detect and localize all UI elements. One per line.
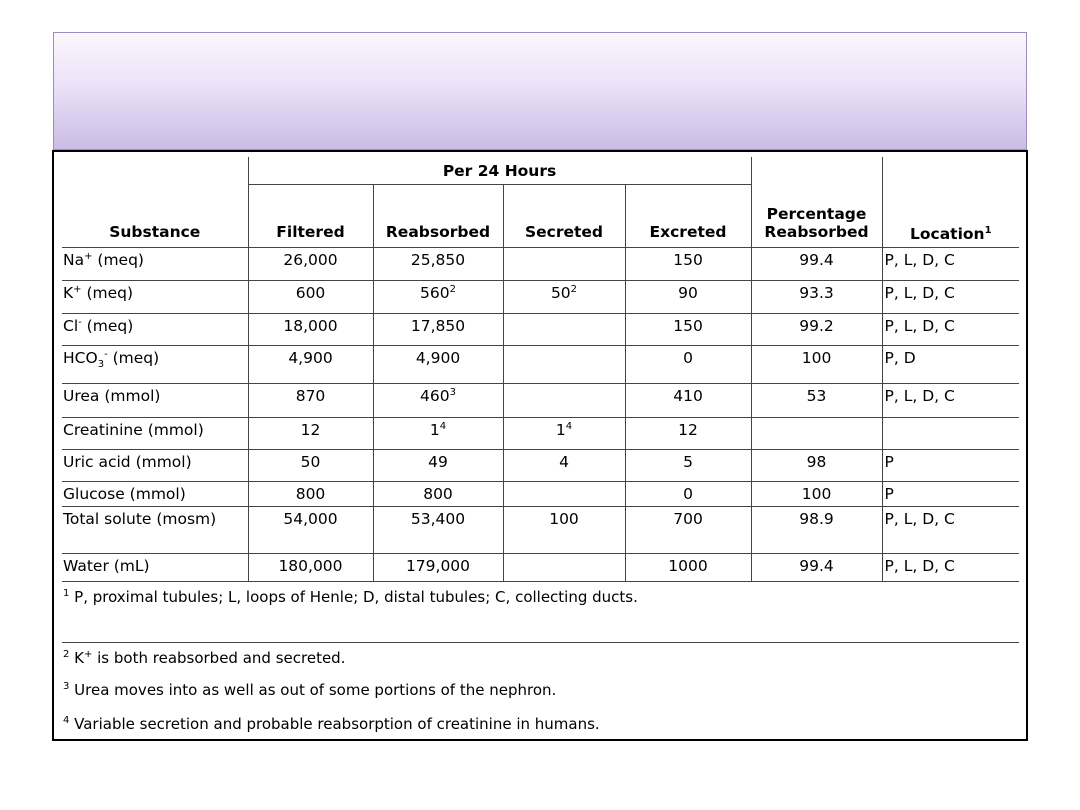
cell-excreted-value: 410 — [673, 387, 703, 405]
substance-superscript: - — [78, 316, 82, 328]
substance-name: K — [63, 284, 74, 302]
cell-reabsorbed — [373, 281, 503, 314]
col-header-percentage-line1: Percentage — [766, 205, 867, 223]
table-body — [62, 248, 1019, 582]
cell-percentage — [751, 507, 882, 554]
cell-secreted — [503, 384, 625, 418]
cell-excreted-value: 0 — [683, 485, 693, 503]
cell-location — [882, 384, 1019, 418]
footnote-ref: 2 — [570, 283, 578, 295]
group-header: Per 24 Hours — [248, 157, 751, 185]
footnote-text: Urea moves into as well as out of some portions of the nephron. — [69, 681, 557, 699]
cell-location — [882, 418, 1019, 450]
substance-name: Water (mL) — [63, 557, 150, 575]
header-empty-cell — [751, 157, 882, 185]
cell-reabsorbed-value: 179,000 — [405, 557, 471, 575]
cell-filtered-value: 18,000 — [283, 317, 338, 335]
table-row — [62, 346, 1019, 384]
cell-excreted — [625, 507, 751, 554]
footnote-text-post: is both reabsorbed and secreted. — [92, 649, 346, 667]
col-header-location — [882, 185, 1019, 248]
cell-filtered — [248, 248, 373, 281]
footnote-ref: 1 — [984, 224, 992, 236]
cell-secreted-value: 4 — [559, 453, 569, 471]
cell-location — [882, 248, 1019, 281]
cell-filtered — [248, 281, 373, 314]
table-row — [62, 507, 1019, 554]
cell-substance — [62, 450, 248, 482]
cell-secreted — [503, 554, 625, 582]
cell-excreted-value: 150 — [673, 251, 703, 269]
cell-percentage-value: 100 — [801, 485, 832, 503]
table-row — [62, 450, 1019, 482]
cell-secreted — [503, 248, 625, 281]
table-row — [62, 281, 1019, 314]
col-header-filtered: Filtered — [248, 185, 373, 248]
cell-filtered-value: 12 — [300, 421, 321, 439]
col-header-substance: Substance — [109, 223, 201, 241]
cell-substance — [62, 418, 248, 450]
cell-substance — [62, 482, 248, 507]
cell-filtered — [248, 384, 373, 418]
cell-percentage-value: 99.4 — [799, 251, 834, 269]
cell-secreted — [503, 346, 625, 384]
footnote-text: P, proximal tubules; L, loops of Henle; D, distal tubules; C, collecting ducts. — [69, 588, 638, 606]
header-row-columns — [62, 185, 1019, 248]
cell-reabsorbed-value: 4,900 — [415, 349, 461, 367]
cell-reabsorbed-value: 1 — [429, 421, 440, 439]
cell-reabsorbed-value: 25,850 — [410, 251, 466, 269]
cell-location-value: P, L, D, C — [884, 251, 955, 269]
cell-reabsorbed-value: 460 — [420, 387, 450, 405]
substance-superscript: + — [84, 250, 93, 262]
substance-name: Na — [63, 251, 85, 269]
cell-filtered — [248, 554, 373, 582]
col-header-reabsorbed: Reabsorbed — [373, 185, 503, 248]
cell-reabsorbed — [373, 450, 503, 482]
footnote-text-pre: K — [69, 649, 84, 667]
cell-reabsorbed — [373, 248, 503, 281]
cell-secreted-value: 1 — [555, 421, 566, 439]
cell-secreted — [503, 507, 625, 554]
footnote-text: Variable secretion and probable reabsorption of creatinine in humans. — [69, 715, 600, 733]
cell-percentage — [751, 281, 882, 314]
cell-location-value: P, L, D, C — [884, 284, 955, 302]
cell-location-value: P — [884, 453, 894, 471]
cell-excreted — [625, 418, 751, 450]
substance-unit: (meq) — [81, 284, 134, 302]
col-header-secreted: Secreted — [503, 185, 625, 248]
cell-percentage-value: 98.9 — [799, 510, 834, 528]
cell-reabsorbed — [373, 554, 503, 582]
cell-filtered-value: 26,000 — [283, 251, 338, 269]
substance-unit: (meq) — [92, 251, 144, 269]
cell-filtered-value: 180,000 — [278, 557, 343, 575]
footnote-ref: 3 — [449, 386, 456, 398]
cell-reabsorbed — [373, 507, 503, 554]
header-row-group — [62, 157, 1019, 185]
cell-secreted-value: 100 — [549, 510, 579, 528]
footnote-mark: 2 — [63, 649, 70, 660]
col-header-location-label: Location — [910, 225, 985, 243]
cell-reabsorbed-value: 800 — [423, 485, 453, 503]
cell-reabsorbed-value: 17,850 — [410, 317, 466, 335]
footnote-text-sup: + — [83, 649, 93, 660]
cell-filtered-value: 4,900 — [288, 349, 333, 367]
cell-filtered-value: 50 — [300, 453, 321, 471]
cell-percentage — [751, 482, 882, 507]
cell-filtered — [248, 314, 373, 346]
substance-superscript: + — [73, 283, 82, 295]
cell-filtered-value: 800 — [295, 485, 326, 503]
cell-filtered-value: 600 — [295, 284, 326, 302]
cell-excreted — [625, 554, 751, 582]
cell-reabsorbed-value: 49 — [428, 453, 448, 471]
cell-location — [882, 281, 1019, 314]
cell-excreted-value: 150 — [673, 317, 703, 335]
table-row — [62, 314, 1019, 346]
cell-percentage-value: 99.2 — [799, 317, 834, 335]
cell-secreted — [503, 314, 625, 346]
substance-name: Uric acid (mmol) — [63, 453, 192, 471]
footnote-mark: 4 — [63, 715, 70, 726]
cell-secreted — [503, 418, 625, 450]
cell-location — [882, 450, 1019, 482]
cell-reabsorbed — [373, 314, 503, 346]
cell-percentage-value: 93.3 — [799, 284, 834, 302]
substance-unit: (meq) — [81, 317, 134, 335]
cell-location — [882, 314, 1019, 346]
cell-substance — [62, 248, 248, 281]
header-empty-cell — [882, 157, 1019, 185]
substance-name: HCO — [63, 349, 98, 367]
footnote-ref: 2 — [449, 283, 456, 295]
cell-excreted-value: 700 — [673, 510, 703, 528]
substance-name: Urea (mmol) — [63, 387, 161, 405]
cell-filtered — [248, 418, 373, 450]
cell-location-value: P — [884, 485, 894, 503]
cell-secreted-value: 50 — [550, 284, 571, 302]
cell-excreted — [625, 248, 751, 281]
cell-excreted-value: 0 — [683, 349, 693, 367]
cell-location — [882, 346, 1019, 384]
substance-name: Cl — [63, 317, 79, 335]
cell-percentage-value: 98 — [806, 453, 827, 471]
footnote-ref: 4 — [565, 420, 573, 432]
substance-name: Total solute (mosm) — [63, 510, 217, 528]
cell-location — [882, 482, 1019, 507]
footnote-ref: 4 — [439, 420, 447, 432]
cell-excreted — [625, 281, 751, 314]
cell-location-value: P, L, D, C — [884, 317, 955, 335]
table-row — [62, 384, 1019, 418]
cell-location-value: P, L, D, C — [884, 557, 955, 575]
footnote-2 — [62, 643, 1019, 674]
cell-substance — [62, 384, 248, 418]
cell-percentage — [751, 450, 882, 482]
cell-location — [882, 507, 1019, 554]
cell-percentage — [751, 384, 882, 418]
cell-substance — [62, 507, 248, 554]
renal-handling-table — [62, 157, 1019, 741]
footnote-1 — [62, 582, 1019, 643]
substance-name: Glucose (mmol) — [63, 485, 186, 503]
footnote-3 — [62, 673, 1019, 707]
table-frame — [52, 150, 1028, 741]
cell-percentage-value: 53 — [806, 387, 827, 405]
footnotes — [62, 582, 1019, 742]
cell-filtered — [248, 346, 373, 384]
cell-excreted-value: 5 — [683, 453, 693, 471]
cell-filtered — [248, 482, 373, 507]
substance-superscript: - — [104, 348, 108, 360]
cell-reabsorbed-value: 53,400 — [410, 510, 466, 528]
cell-location-value: P, D — [884, 349, 916, 367]
footnote-mark: 1 — [63, 588, 70, 599]
cell-percentage-value: 99.4 — [799, 557, 834, 575]
substance-name: Creatinine (mmol) — [63, 421, 204, 439]
cell-excreted-value: 1000 — [668, 557, 708, 575]
cell-substance — [62, 281, 248, 314]
cell-percentage — [751, 346, 882, 384]
cell-secreted — [503, 281, 625, 314]
cell-reabsorbed — [373, 384, 503, 418]
cell-reabsorbed-value: 560 — [420, 284, 450, 302]
cell-excreted — [625, 450, 751, 482]
cell-location — [882, 554, 1019, 582]
cell-percentage — [751, 248, 882, 281]
cell-excreted — [625, 346, 751, 384]
footnote-4 — [62, 707, 1019, 741]
cell-filtered-value: 54,000 — [283, 510, 338, 528]
col-header-percentage — [751, 185, 882, 248]
cell-substance — [62, 314, 248, 346]
cell-reabsorbed — [373, 482, 503, 507]
title-banner — [53, 32, 1027, 150]
cell-substance — [62, 554, 248, 582]
substance-unit: (meq) — [107, 349, 160, 367]
cell-filtered — [248, 507, 373, 554]
cell-secreted — [503, 482, 625, 507]
table-row — [62, 418, 1019, 450]
cell-excreted-value: 12 — [678, 421, 698, 439]
col-header-excreted: Excreted — [625, 185, 751, 248]
cell-percentage-value: 100 — [801, 349, 832, 367]
substance-subscript: 3 — [97, 359, 105, 371]
cell-excreted — [625, 482, 751, 507]
cell-excreted-value: 90 — [678, 284, 698, 302]
cell-percentage — [751, 418, 882, 450]
footnote-mark: 3 — [63, 681, 70, 692]
cell-excreted — [625, 384, 751, 418]
cell-excreted — [625, 314, 751, 346]
cell-location-value: P, L, D, C — [884, 510, 955, 528]
col-header-percentage-line2: Reabsorbed — [764, 223, 869, 241]
cell-percentage — [751, 554, 882, 582]
cell-filtered — [248, 450, 373, 482]
table-row — [62, 554, 1019, 582]
header-empty-cell — [62, 157, 248, 185]
cell-percentage — [751, 314, 882, 346]
cell-substance — [62, 346, 248, 384]
table-row — [62, 248, 1019, 281]
cell-secreted — [503, 450, 625, 482]
cell-filtered-value: 870 — [295, 387, 326, 405]
cell-location-value: P, L, D, C — [884, 387, 955, 405]
cell-reabsorbed — [373, 418, 503, 450]
table-row — [62, 482, 1019, 507]
cell-reabsorbed — [373, 346, 503, 384]
